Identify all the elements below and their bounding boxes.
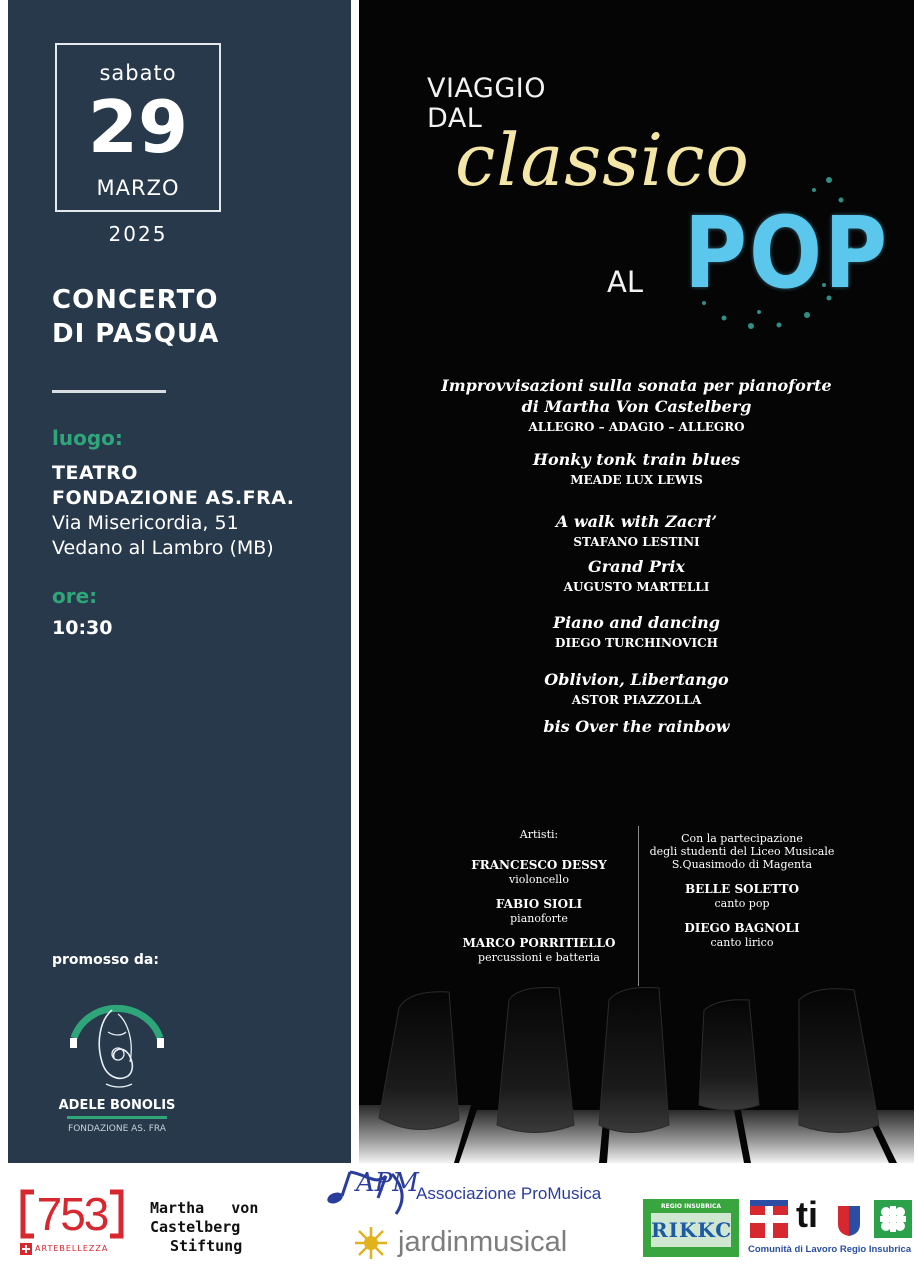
section-divider bbox=[52, 390, 166, 393]
program-item-author: DIEGO TURCHINOVICH bbox=[555, 636, 718, 650]
sponsor-753-sub: ARTEBELLEZZA bbox=[35, 1244, 109, 1253]
right-program-panel bbox=[359, 0, 914, 1163]
sponsor-753-logo bbox=[20, 1189, 124, 1257]
artists-list bbox=[439, 828, 639, 964]
program-item-title: Oblivion, Libertango bbox=[544, 670, 729, 689]
ticino-shield-icon bbox=[838, 1206, 860, 1236]
program-item-author: ASTOR PIAZZOLLA bbox=[571, 693, 702, 707]
apm-name: Associazione ProMusica bbox=[416, 1184, 602, 1203]
venue-line1: TEATRO bbox=[52, 462, 138, 484]
venue-city: Vedano al Lambro (MB) bbox=[52, 537, 274, 559]
apm-logo-text: APM bbox=[356, 1168, 419, 1198]
headline-line1: VIAGGIO bbox=[427, 73, 546, 104]
artist-name: FRANCESCO DESSY bbox=[471, 858, 607, 872]
promoter-label: promosso da: bbox=[52, 952, 159, 968]
headline-line2: DAL bbox=[427, 103, 483, 134]
artist-role: violoncello bbox=[509, 873, 569, 886]
event-title bbox=[52, 283, 219, 351]
participation-line2: degli studenti del Liceo Musicale bbox=[649, 845, 835, 858]
date-box bbox=[55, 43, 221, 212]
participation-line1: Con la partecipazione bbox=[681, 832, 803, 845]
venue-line2: FONDAZIONE AS.FRA. bbox=[52, 487, 295, 509]
time-value: 10:30 bbox=[52, 617, 113, 639]
program-item-title: A walk with Zacri’ bbox=[555, 512, 718, 531]
sponsor-martha-castelberg bbox=[150, 1199, 258, 1256]
artist-role: pianoforte bbox=[510, 912, 568, 925]
artist-role: percussioni e batteria bbox=[478, 951, 600, 964]
participation-line3: S.Quasimodo di Magenta bbox=[671, 858, 813, 871]
headline-pop: POP bbox=[684, 196, 890, 311]
program-item-author: AUGUSTO MARTELLI bbox=[563, 580, 710, 594]
program-item-author: MEADE LUX LEWIS bbox=[570, 473, 703, 487]
program-item-title: bis Over the rainbow bbox=[543, 717, 730, 736]
venue-address: Via Misericordia, 51 bbox=[52, 512, 239, 534]
student-role: canto pop bbox=[714, 897, 770, 910]
time-label: ore: bbox=[52, 584, 98, 608]
student-name: DIEGO BAGNOLI bbox=[684, 921, 800, 935]
ticino-wordmark: ti bbox=[796, 1194, 818, 1235]
lombardia-rose-icon bbox=[874, 1200, 912, 1238]
date-day: 29 bbox=[87, 85, 189, 169]
student-name: BELLE SOLETTO bbox=[684, 882, 800, 896]
sun-icon bbox=[354, 1226, 388, 1260]
jardin-musical-wordmark bbox=[398, 1226, 567, 1259]
adele-bonolis-emblem-icon bbox=[52, 992, 182, 1098]
adele-bonolis-name: ADELE BONOLIS bbox=[58, 1098, 176, 1113]
black-keys bbox=[379, 988, 879, 1133]
location-label: luogo: bbox=[52, 426, 123, 450]
date-month: MARZO bbox=[96, 176, 180, 200]
swiss-cross-icon bbox=[20, 1243, 32, 1255]
artist-name: FABIO SIOLI bbox=[495, 897, 583, 911]
regio-logo-mark: RIKKC bbox=[651, 1213, 731, 1247]
program-item-author: ALLEGRO – ADAGIO – ALLEGRO bbox=[528, 420, 745, 434]
adele-bonolis-subtitle: FONDAZIONE AS. FRA bbox=[68, 1124, 166, 1134]
program-item-title: Honky tonk train blues bbox=[532, 450, 741, 469]
event-title-line2: DI PASQUA bbox=[52, 319, 220, 349]
program-item-title: Improvvisazioni sulla sonata per pianoforte bbox=[441, 376, 832, 395]
martha-line3: Stiftung bbox=[170, 1237, 243, 1255]
program-item-title: Piano and dancing bbox=[553, 613, 720, 632]
sponsor-753-number: 753 bbox=[36, 1188, 108, 1240]
venue-block bbox=[52, 461, 295, 561]
headline-classico: classico bbox=[455, 118, 750, 202]
adele-bonolis-logo bbox=[52, 992, 182, 1142]
artists-heading: Artisti: bbox=[519, 828, 559, 841]
participation-list bbox=[642, 832, 842, 949]
sponsor-comunita-lavoro bbox=[748, 1194, 918, 1264]
program-item-author: STAFANO LESTINI bbox=[573, 535, 700, 549]
program-item-title: di Martha Von Castelberg bbox=[521, 397, 752, 416]
jardin-part: jardin bbox=[398, 1226, 469, 1258]
program-item-title: Grand Prix bbox=[588, 557, 685, 576]
community-caption: Comunità di Lavoro Regio Insubrica bbox=[748, 1244, 912, 1255]
date-weekday: sabato bbox=[99, 61, 177, 85]
martha-line1: Martha von bbox=[150, 1199, 259, 1217]
adele-bonolis-underline bbox=[67, 1116, 167, 1119]
sponsor-regio-insubrica-logo bbox=[643, 1199, 739, 1257]
musical-part: musical bbox=[468, 1226, 568, 1258]
piemonte-shield-icon bbox=[750, 1200, 788, 1238]
sponsor-associazione-promusica bbox=[326, 1168, 611, 1280]
regio-small-text: REGIO INSUBRICA bbox=[661, 1203, 721, 1210]
left-info-panel bbox=[8, 0, 351, 1163]
headline-al: AL bbox=[607, 265, 643, 299]
student-role: canto lirico bbox=[710, 936, 774, 949]
martha-line2: Castelberg bbox=[150, 1218, 241, 1236]
date-year: 2025 bbox=[108, 222, 168, 246]
program-list bbox=[359, 375, 914, 737]
event-title-line1: CONCERTO bbox=[52, 285, 219, 315]
artist-name: MARCO PORRITIELLO bbox=[462, 936, 616, 950]
